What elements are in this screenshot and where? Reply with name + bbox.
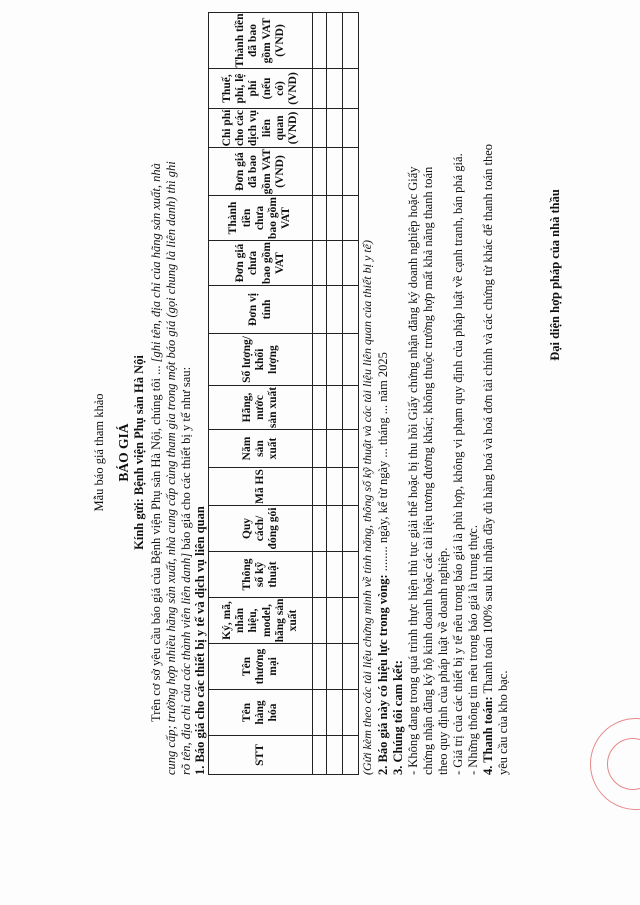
recipient-line: Kính gửi: Bệnh viện Phụ sản Hà Nội: [132, 355, 146, 550]
header-ten-thuong-mai: Tên thương mại: [209, 644, 313, 690]
header-thanh-tien-chua-vat: Thành tiền chưa bao gồm VAT: [209, 196, 313, 241]
header-thue-phi: Thuế, phí, lệ phí (nếu có) (VND): [209, 69, 313, 109]
header-model-hang-san-xuat: Ký, mã, nhãn hiệu, model, hãng sản xuất: [209, 598, 313, 644]
header-ten-hang-hoa: Tên hàng hóa: [209, 690, 313, 736]
commitment-1a: - Không đang trong quá trình thực hiện thủ tục giải thể hoặc bị thu hồi Giấy chứng nhận đăng ký doanh nghiệp hoặc Giấy: [406, 166, 420, 775]
commitment-1c: theo quy định của pháp luật về doanh nghiệp.: [436, 547, 450, 775]
header-stt: STT: [209, 736, 313, 775]
header-don-gia-da-vat: Đơn giá đã bao gồm VAT (VND): [209, 148, 313, 196]
intro-line-1: Trên cơ sở yêu cầu báo giá của Bệnh viện Phụ sản Hà Nội, chúng tôi ... [ghi tên, địa chỉ của hãng sản xuất, nhà: [149, 163, 163, 722]
section-4-line-2: yêu cầu của kho bạc.: [496, 670, 510, 775]
table-row: [327, 13, 343, 775]
header-hang-nuoc-san-xuat: Hãng, nước sản xuất: [209, 386, 313, 430]
table-row: [343, 13, 359, 775]
section-1-heading: 1. Báo giá cho các thiết bị y tế và dịch vụ liên quan: [193, 506, 207, 775]
intro-line-3: rõ tên, địa chỉ của các thành viên liên danh] báo giá cho các thiết bị y tế như sau:: [179, 366, 193, 775]
document-title: BÁO GIÁ: [116, 423, 131, 482]
commitment-2: - Giá trị của các thiết bị y tế nêu trong báo giá là phù hợp, không vi phạm quy định của pháp luật về cạnh tranh, bán phá giá.: [451, 153, 465, 775]
header-so-luong: Số lượng/ khối lượng: [209, 334, 313, 386]
signature-label: Đại diện hợp pháp của nhà thầu: [548, 189, 562, 361]
section-3-heading: 3. Chúng tôi cam kết:: [391, 660, 405, 775]
header-quy-cach: Quy cách/ đóng gói: [209, 506, 313, 552]
header-nam-san-xuat: Năm sản xuất: [209, 430, 313, 468]
header-chi-phi-dich-vu: Chi phí cho các dịch vụ liên quan (VND): [209, 109, 313, 148]
commitment-3: - Những thông tin nêu trong báo giá là trung thực.: [466, 525, 480, 775]
header-don-vi-tinh: Đơn vị tính: [209, 286, 313, 334]
section-2-line: 2. Báo giá này có hiệu lực trong vòng: ........ ngày, kể từ ngày ... tháng ... năm 2025: [376, 352, 390, 775]
table-row: [313, 13, 327, 775]
commitment-1b: chứng nhận đăng ký hộ kinh doanh hoặc các tài liệu tương đương khác; không thuộc trường hợp mất khả năng thanh toán: [421, 166, 435, 775]
header-thanh-tien-da-vat: Thành tiền đã bao gồm VAT (VND): [209, 13, 313, 69]
top-note: Mẫu báo giá tham khảo: [92, 393, 106, 512]
price-table: [208, 12, 359, 775]
table-header-row: [209, 13, 313, 775]
header-thong-so-ky-thuat: Thông số kỹ thuật: [209, 552, 313, 598]
attachment-note: (Gửi kèm theo các tài liệu chứng minh về tính năng, thông số kỹ thuật và các tài liệu liên quan của thiết bị y tế): [360, 240, 374, 775]
section-4-line: 4. Thanh toán: Thanh toán 100% sau khi nhận đầy đủ hàng hoá và hoá đơn tài chính và các chứng từ khác để thanh toán theo: [481, 143, 495, 775]
header-don-gia-chua-vat: Đơn giá chưa bao gồm VAT: [209, 241, 313, 286]
header-ma-hs: Mã HS: [209, 468, 313, 506]
intro-line-2: cung cấp; trường hợp nhiều hãng sản xuất, nhà cung cấp cùng tham gia trong một báo giá (gọi chung là liên danh) thì ghi: [164, 161, 178, 775]
